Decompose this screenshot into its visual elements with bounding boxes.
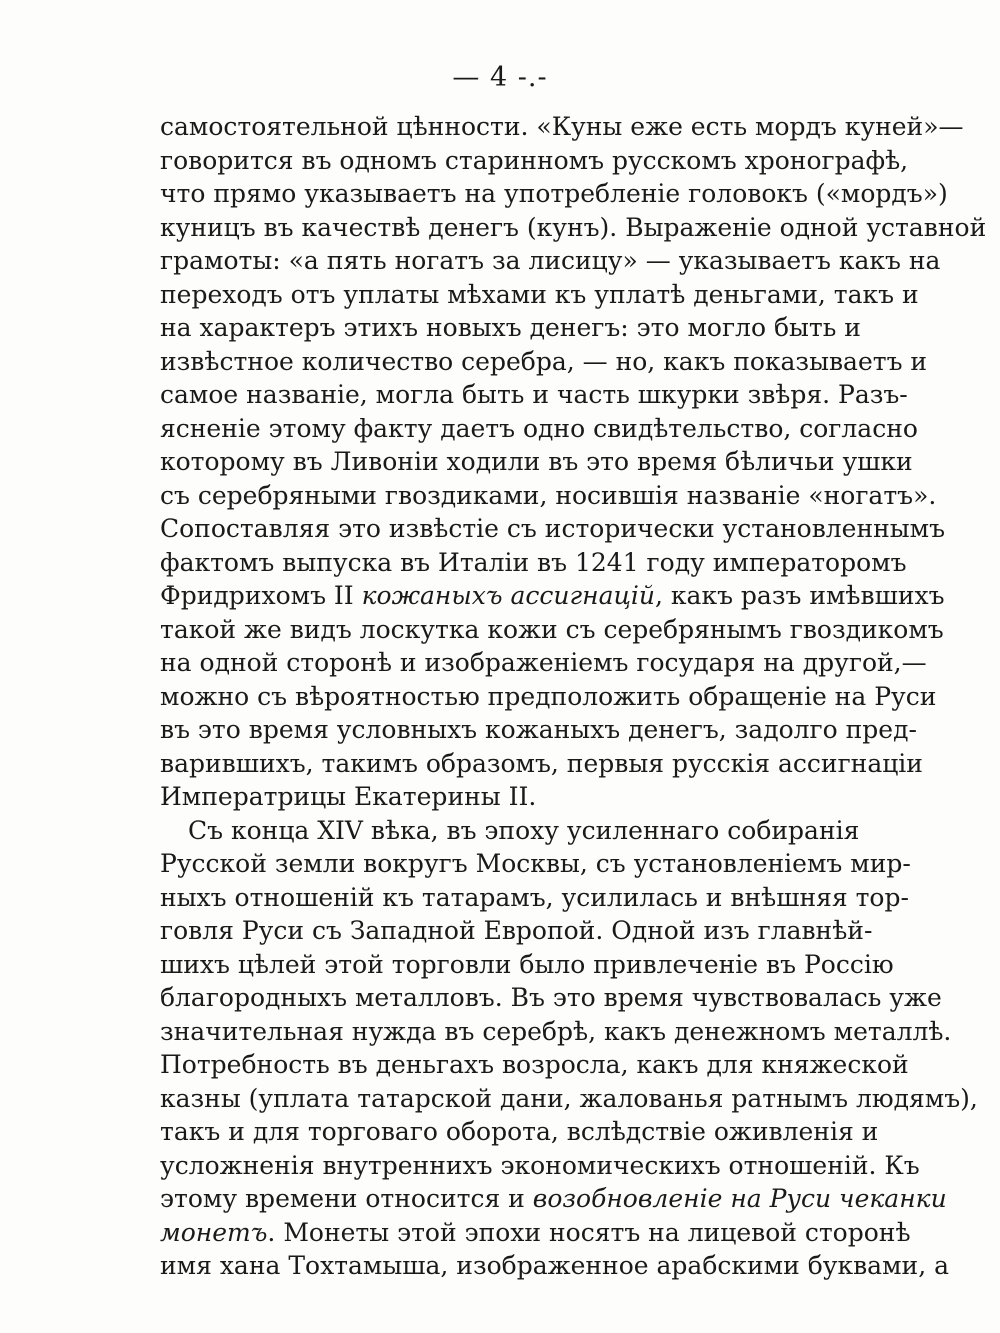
text-line: говля Руси съ Западной Европой. Одной изъ главнѣй-: [160, 916, 873, 945]
text-line: грамоты: «а пять ногатъ за лисицу» — указываетъ какъ на: [160, 246, 941, 275]
text-line: значительная нужда въ серебрѣ, какъ денежномъ металлѣ.: [160, 1016, 952, 1046]
text-line: такой же видъ лоскутка кожи съ серебрянымъ гвоздикомъ: [160, 614, 944, 644]
text-line: усложненія внутреннихъ экономическихъ отношеній. Къ: [160, 1150, 920, 1180]
paragraph: [160, 110, 987, 814]
text-line: [160, 579, 945, 613]
italic-emphasis: возобновленіе на Руси чеканки: [532, 1184, 947, 1213]
body-text: [160, 110, 987, 1283]
text-line: извѣстное количество серебра, — но, какъ показываетъ и: [160, 346, 928, 376]
text-line: можно съ вѣроятностью предположить обращеніе на Руси: [160, 681, 937, 711]
text-line: на характеръ этихъ новыхъ денегъ: это могло быть и: [160, 313, 861, 342]
text-line: имя хана Тохтамыша, изображенное арабскими буквами, а: [160, 1251, 949, 1280]
text-line: ныхъ отношеній къ татарамъ, усилилась и внѣшняя тор-: [160, 882, 909, 912]
italic-emphasis: кожаныхъ ассигнацій: [361, 581, 656, 610]
line-text: , какъ разъ имѣвшихъ: [655, 581, 945, 610]
text-line: Русской земли вокругъ Москвы, съ установленіемъ мир-: [160, 849, 911, 878]
text-line: благородныхъ металловъ. Въ это время чувствовалась уже: [160, 983, 942, 1012]
text-line: Сопоставляя это извѣстіе съ исторически установленнымъ: [160, 514, 946, 543]
text-line: куницъ въ качествѣ денегъ (кунъ). Выраженіе одной уставной: [160, 212, 987, 242]
text-line: самое названіе, могла быть и часть шкурки звѣря. Разъ-: [160, 380, 908, 409]
text-line: говорится въ одномъ старинномъ русскомъ хронографѣ,: [160, 145, 909, 175]
text-line: переходъ отъ уплаты мѣхами къ уплатѣ деньгами, такъ и: [160, 279, 919, 309]
text-line: Потребность въ деньгахъ возросла, какъ для княжеской: [160, 1050, 909, 1079]
text-line: такъ и для торговаго оборота, вслѣдствіе оживленія и: [160, 1117, 879, 1146]
text-line: на одной сторонѣ и изображеніемъ государя на другой,—: [160, 648, 927, 677]
text-line: шихъ цѣлей этой торговли было привлеченіе въ Россію: [160, 949, 894, 979]
text-line: что прямо указываетъ на употребленіе головокъ («мордъ»): [160, 179, 948, 208]
line-text: Фридрихомъ II: [160, 581, 362, 610]
text-line: варившихъ, такимъ образомъ, первыя русскія ассигнаціи: [160, 748, 923, 778]
text-line: фактомъ выпуска въ Италіи въ 1241 году императоромъ: [160, 547, 907, 577]
italic-emphasis: монетъ: [160, 1217, 268, 1247]
text-line: Съ конца XIV вѣка, въ эпоху усиленнаго собиранія: [188, 815, 860, 845]
text-line: [160, 1182, 947, 1216]
text-line: самостоятельной цѣнности. «Куны еже есть мордъ куней»—: [160, 112, 964, 141]
text-line: казны (уплата татарской дани, жалованья ратнымъ людямъ),: [160, 1083, 978, 1113]
text-line: съ серебряными гвоздиками, носившія названіе «ногатъ».: [160, 480, 937, 510]
text-line: которому въ Ливоніи ходили въ это время бѣличьи ушки: [160, 447, 913, 476]
text-line: [160, 1216, 911, 1250]
line-text: . Монеты этой эпохи носятъ на лицевой сторонѣ: [267, 1217, 911, 1247]
text-line: ясненіе этому факту даетъ одно свидѣтельство, согласно: [160, 413, 918, 443]
page-number: — 4 -.-: [452, 62, 548, 93]
paragraph: [160, 814, 978, 1283]
line-text: этому времени относится и: [160, 1184, 533, 1213]
text-line: Императрицы Екатерины II.: [160, 782, 537, 811]
text-line: въ это время условныхъ кожаныхъ денегъ, задолго пред-: [160, 715, 917, 744]
